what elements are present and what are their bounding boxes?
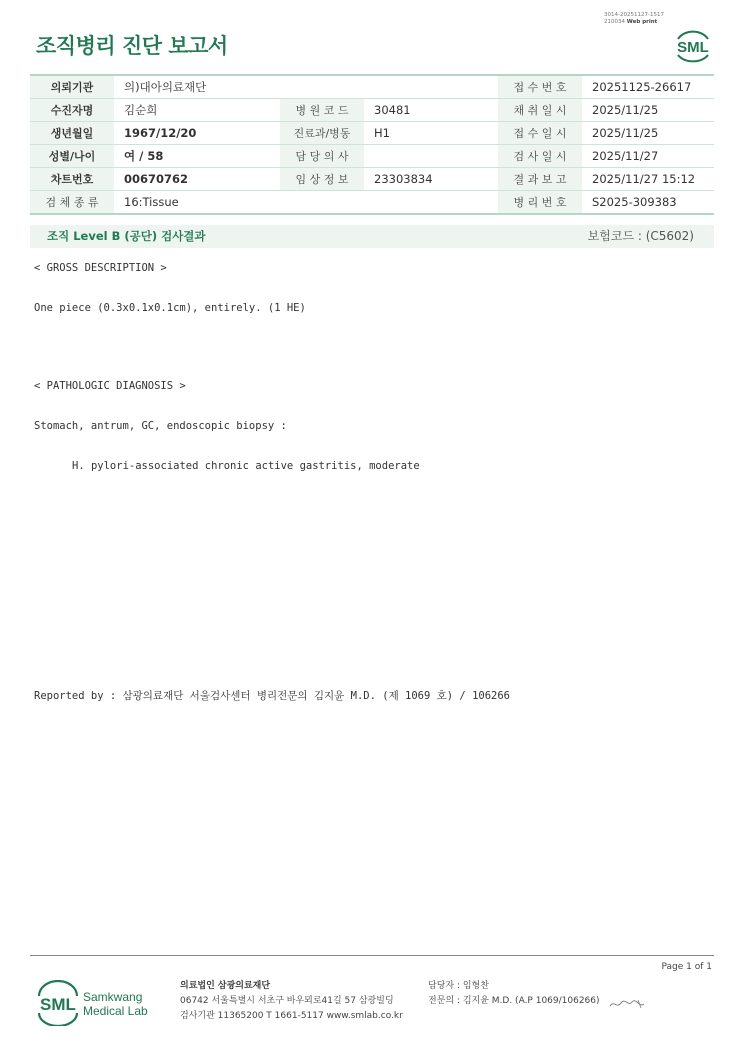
- label-pathology-no: 병 리 번 호: [498, 191, 582, 215]
- label-hospital-code: 병 원 코 드: [280, 99, 364, 122]
- org-contact: 검사기관 11365200 T 1661-5117 www.smlab.co.kr: [180, 1011, 403, 1021]
- label-birth-date: 생년월일: [30, 122, 114, 145]
- label-result-report: 결 과 보 고: [498, 168, 582, 191]
- sml-logo-text: SML: [677, 39, 709, 56]
- info-row: [30, 145, 714, 168]
- label-doctor: 담 당 의 사: [280, 145, 364, 168]
- value-receipt-date: 2025/11/25: [582, 122, 714, 145]
- value-pathology-no: S2025-309383: [582, 191, 714, 215]
- footer-staff-info: [428, 979, 600, 1009]
- info-row: [30, 99, 714, 122]
- label-clinical-info: 임 상 정 보: [280, 168, 364, 191]
- label-exam-date: 검 사 일 시: [498, 145, 582, 168]
- gross-description-header: < GROSS DESCRIPTION >: [34, 262, 167, 274]
- lab-name-line1: Samkwang: [83, 990, 143, 1004]
- footer-org-info: [180, 979, 403, 1024]
- label-requesting-org: 의뢰기관: [30, 75, 114, 99]
- org-address: 06742 서울특별시 서초구 바우뫼로41길 57 삼광빌딩: [180, 996, 394, 1006]
- label-collection-date: 채 취 일 시: [498, 99, 582, 122]
- label-receipt-date: 접 수 일 시: [498, 122, 582, 145]
- page-number: Page 1 of 1: [661, 962, 712, 972]
- manager: 담당자 : 임형찬: [428, 981, 489, 991]
- label-sex-age: 성별/나이: [30, 145, 114, 168]
- value-doctor: [364, 145, 498, 168]
- value-clinical-info: 23303834: [364, 168, 498, 191]
- signature-icon: [608, 996, 648, 1012]
- value-accession-no: 20251125-26617: [582, 75, 714, 99]
- footer-divider: [30, 955, 714, 956]
- specialist: 전문의 : 김지윤 M.D. (A.P 1069/106266): [428, 996, 600, 1006]
- report-title: 조직병리 진단 보고서: [36, 34, 228, 58]
- section-title: 조직 Level B (공단) 검사결과: [47, 229, 206, 243]
- info-row: [30, 191, 714, 215]
- value-sex-age: 여 / 58: [114, 145, 280, 168]
- value-result-report: 2025/11/27 15:12: [582, 168, 714, 191]
- print-id-line2: 210034: [604, 19, 625, 25]
- lab-name-line2: Medical Lab: [83, 1004, 148, 1018]
- gross-description-text: One piece (0.3x0.1x0.1cm), entirely. (1 HE): [34, 302, 306, 314]
- print-label: Web print: [626, 19, 658, 25]
- reported-by: Reported by : 삼광의료재단 서울검사센터 병리전문의 김지윤 M.D. (제 1069 호) / 106266: [34, 690, 511, 702]
- info-row: [30, 75, 714, 99]
- info-row: [30, 122, 714, 145]
- value-hospital-code: 30481: [364, 99, 498, 122]
- sml-logo-icon: [672, 26, 714, 66]
- print-id: [604, 12, 664, 26]
- footer-logo-text: SML: [40, 995, 76, 1014]
- value-chart-no: 00670762: [114, 168, 280, 191]
- label-specimen-type: 검 체 종 류: [30, 191, 114, 215]
- label-patient-name: 수진자명: [30, 99, 114, 122]
- value-exam-date: 2025/11/27: [582, 145, 714, 168]
- samkwang-logo-icon: [36, 980, 156, 1026]
- result-section-header: [30, 225, 714, 248]
- value-patient-name: 김순희: [114, 99, 280, 122]
- org-name: 의료법인 삼광의료재단: [180, 981, 271, 991]
- diagnosis-result: H. pylori-associated chronic active gastritis, moderate: [72, 460, 420, 472]
- value-requesting-org: 의)대아의료재단: [114, 75, 498, 99]
- diagnosis-site: Stomach, antrum, GC, endoscopic biopsy :: [34, 420, 287, 432]
- insurance-code: 보험코드 : (C5602): [587, 229, 694, 243]
- label-accession-no: 접 수 번 호: [498, 75, 582, 99]
- value-birth-date: 1967/12/20: [114, 122, 280, 145]
- value-collection-date: 2025/11/25: [582, 99, 714, 122]
- pathologic-diagnosis-header: < PATHOLOGIC DIAGNOSIS >: [34, 380, 186, 392]
- value-specimen-type: 16:Tissue: [114, 191, 498, 215]
- print-id-line1: 3014-20251127-1517: [604, 12, 664, 18]
- value-department: H1: [364, 122, 498, 145]
- label-chart-no: 차트번호: [30, 168, 114, 191]
- label-department: 진료과/병동: [280, 122, 364, 145]
- patient-info-table: [30, 74, 714, 215]
- info-row: [30, 168, 714, 191]
